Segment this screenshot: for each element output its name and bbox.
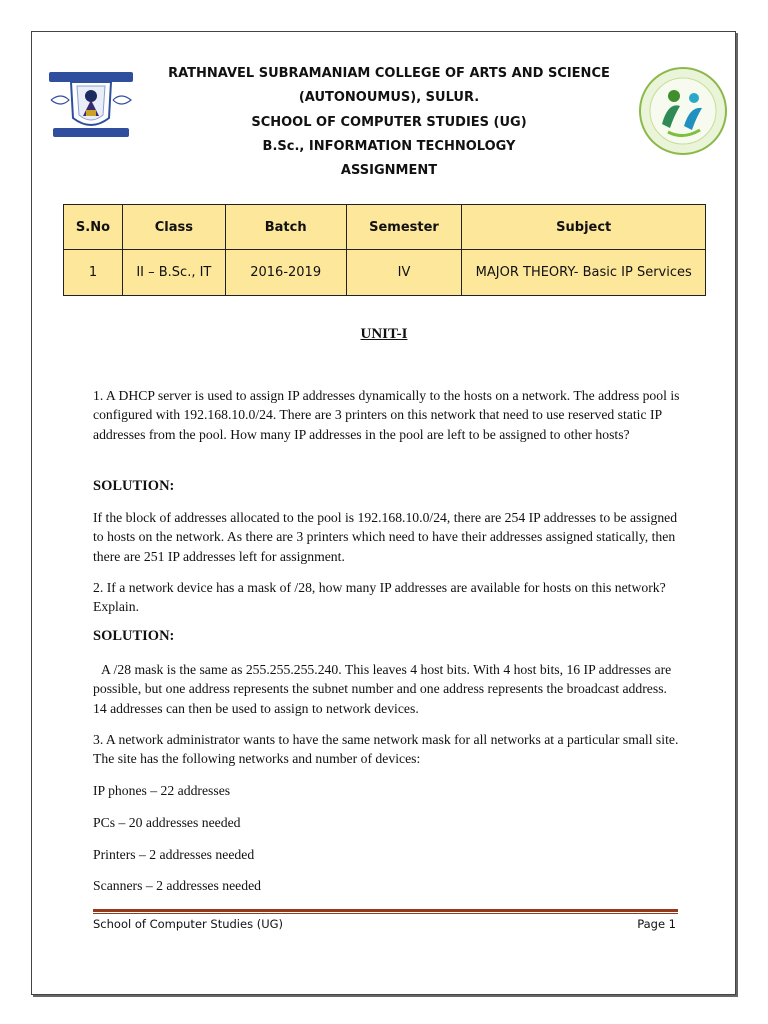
question-3: 3. A network administrator wants to have the same network mask for all networks at a particular small site. The site has the following networks and number of devices:: [93, 732, 679, 767]
cell-class: II – B.Sc., IT: [122, 250, 225, 296]
footer-page-number: Page 1: [637, 917, 676, 931]
header-sno: S.No: [64, 205, 123, 250]
college-header: [140, 62, 638, 183]
question-1: 1. A DHCP server is used to assign IP addresses dynamically to the hosts on a network. The address pool is configured with 192.168.10.0/24. There are 3 printers on this network that need to use reserved static IP addresses from the pool. How many IP addresses in the pool are left to be assigned to other hosts?: [93, 388, 680, 442]
table-row: [64, 250, 706, 296]
list-item: Printers – 2 addresses needed: [93, 847, 255, 862]
solution-label-1: SOLUTION:: [93, 478, 175, 494]
cell-subject: MAJOR THEORY- Basic IP Services: [462, 250, 706, 296]
list-item: PCs – 20 addresses needed: [93, 815, 241, 830]
header-semester: Semester: [346, 205, 462, 250]
cell-semester: IV: [346, 250, 462, 296]
cell-batch: 2016-2019: [225, 250, 346, 296]
list-item: IP phones – 22 addresses: [93, 783, 231, 798]
college-name: RATHNAVEL SUBRAMANIAM COLLEGE OF ARTS AND SCIENCE: [168, 66, 610, 81]
footer-divider-thin: [93, 913, 678, 914]
college-seal-logo: [47, 70, 135, 140]
table-header-row: [64, 205, 706, 250]
unit-title: UNIT-I: [360, 326, 408, 342]
question-2: 2. If a network device has a mask of /28, how many IP addresses are available for hosts on this network? Explain.: [93, 580, 666, 615]
program-name: B.Sc., INFORMATION TECHNOLOGY: [262, 138, 516, 154]
document-type: ASSIGNMENT: [340, 163, 438, 179]
footer-school-name: School of Computer Studies (UG): [93, 917, 284, 931]
header-class: Class: [122, 205, 225, 250]
answer-1: If the block of addresses allocated to the pool is 192.168.10.0/24, there are 254 IP addresses to be assigned to hosts on the network. As there are 3 printers which need to have their addresses assigned statically, then there are 251 IP addresses left for assignment.: [93, 510, 678, 564]
school-logo: [638, 66, 728, 156]
college-status: (AUTONOUMUS), SULUR.: [298, 90, 480, 106]
solution-label-2: SOLUTION:: [93, 628, 175, 644]
header-batch: Batch: [225, 205, 346, 250]
cell-sno: 1: [64, 250, 123, 296]
list-item: Scanners – 2 addresses needed: [93, 878, 261, 893]
answer-2: A /28 mask is the same as 255.255.255.240. This leaves 4 host bits. With 4 host bits, 16 IP addresses are possible, but one address represents the subnet number and one address represents the broadcast address. 14 addresses can then be used to assign to network devices.: [93, 662, 672, 716]
school-name: SCHOOL OF COMPUTER STUDIES (UG): [251, 114, 527, 130]
header-subject: Subject: [462, 205, 706, 250]
footer-divider: [93, 909, 678, 912]
course-info-table: [63, 204, 706, 296]
